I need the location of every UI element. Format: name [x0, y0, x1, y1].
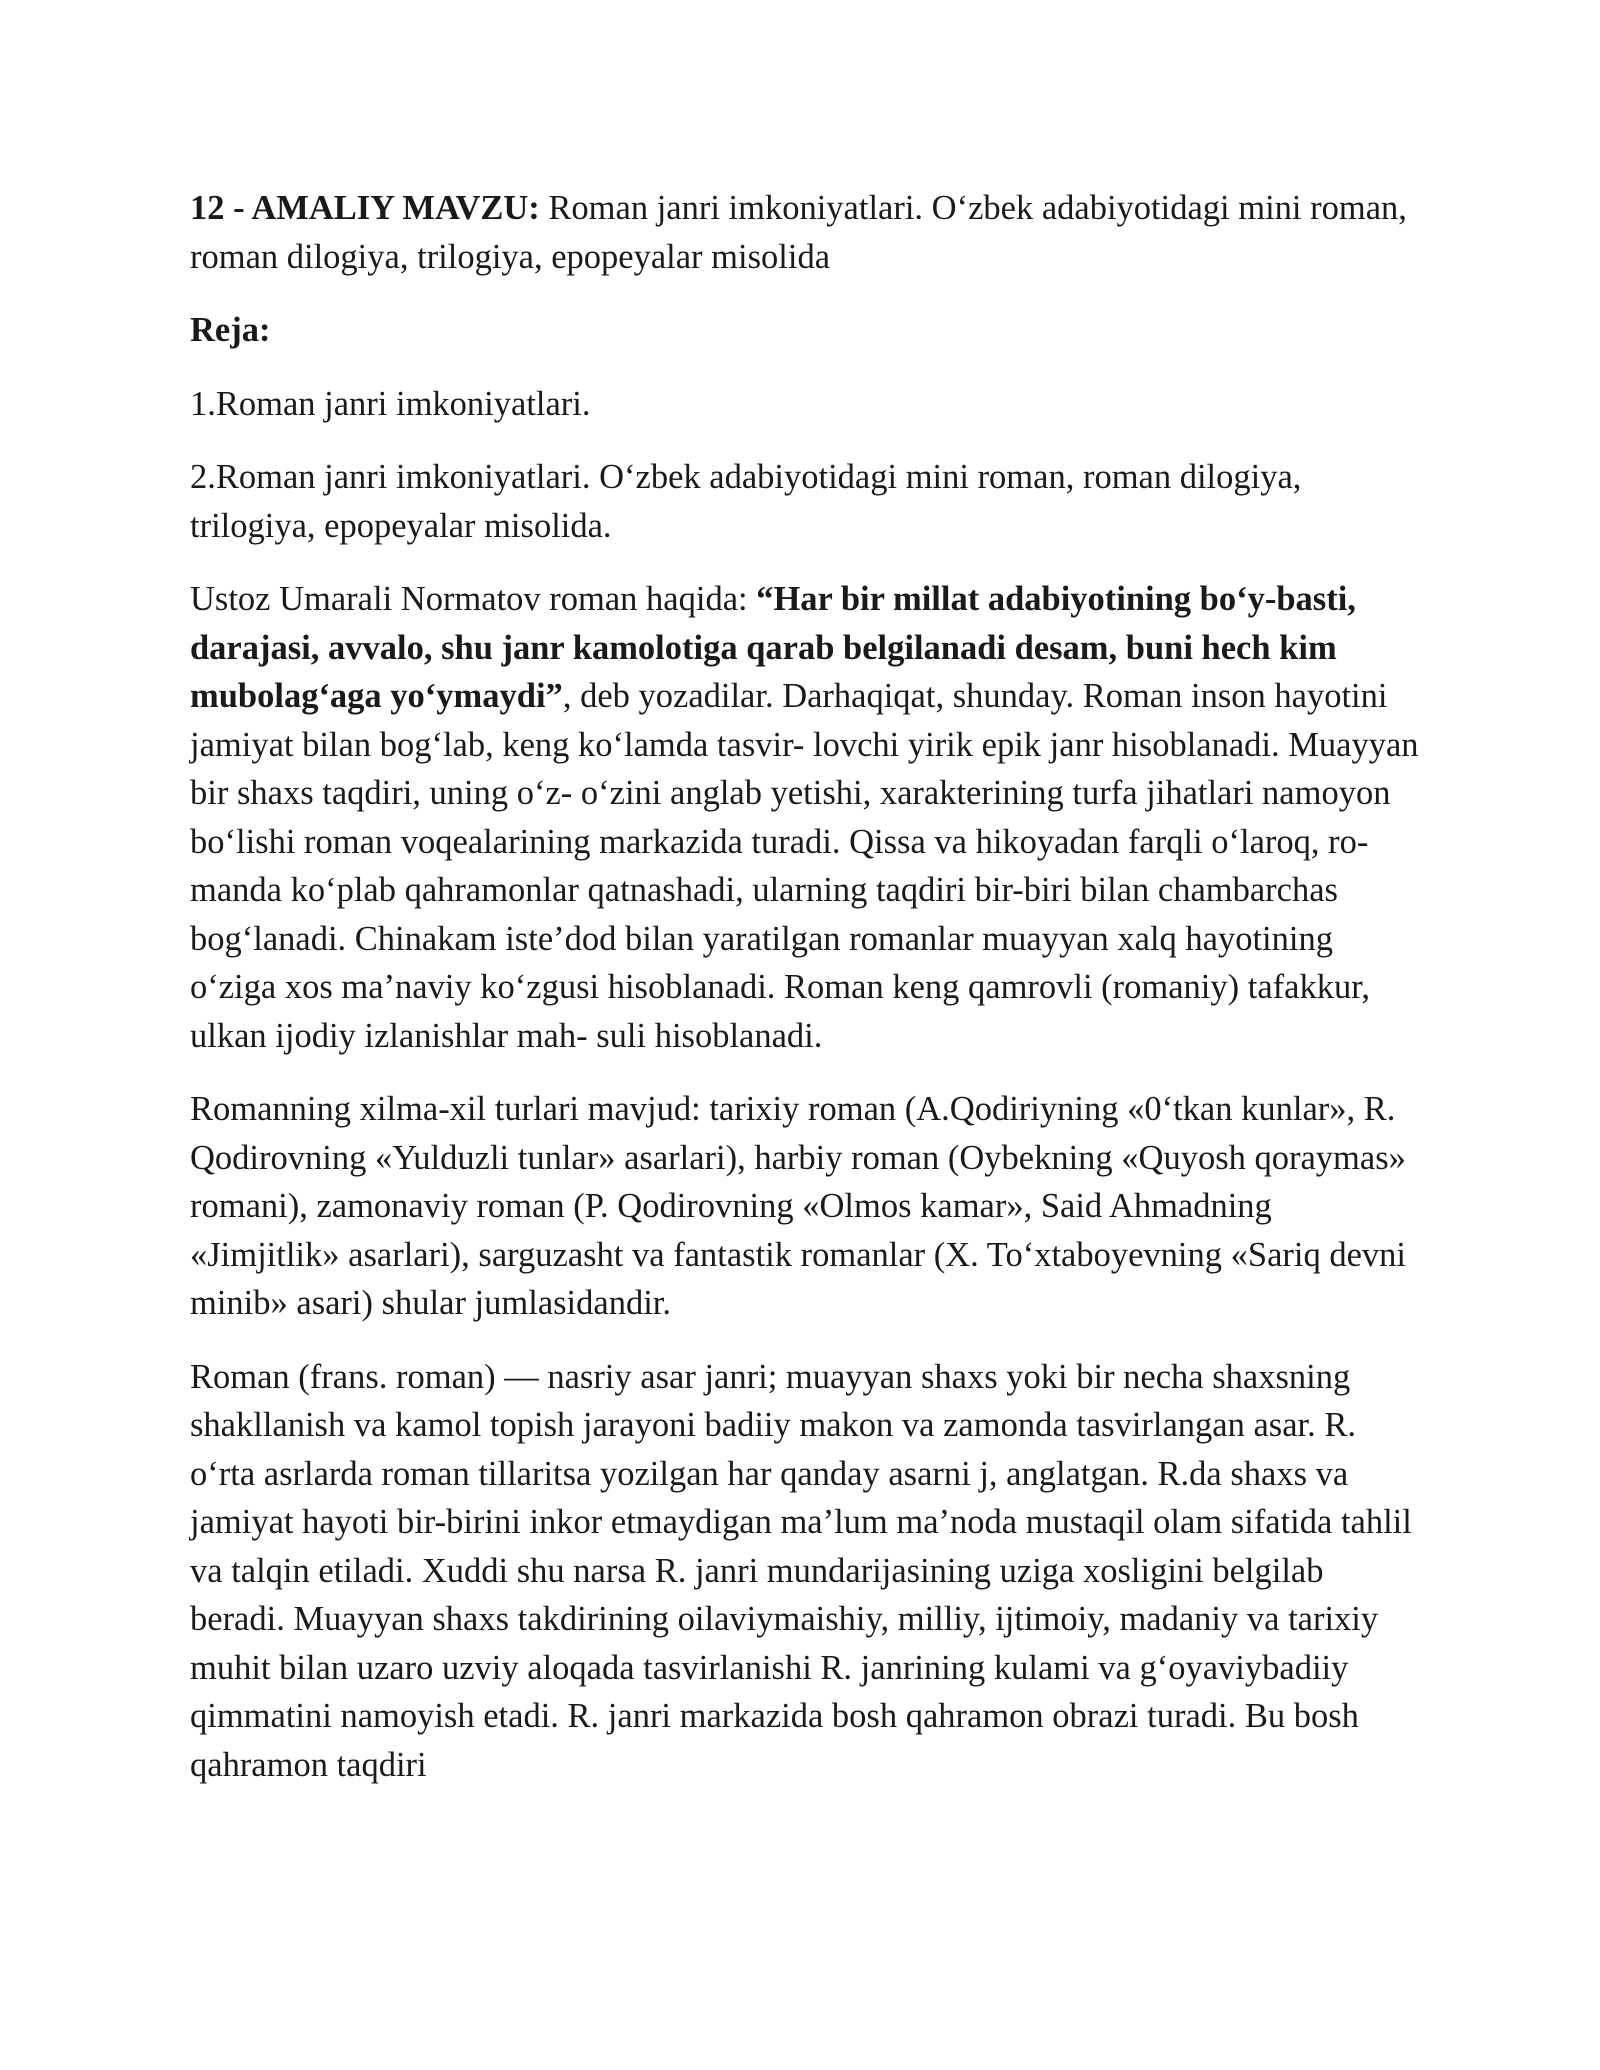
document-page: [190, 184, 1420, 1814]
paragraph-intro: [190, 575, 1420, 1060]
plan-item: 1.Roman janri imkoniyatlari.: [190, 384, 591, 423]
plan-item: 2.Roman janri imkoniyatlari. O‘zbek adabiyotidagi mini roman, roman dilogiya, trilogiya, epopeyalar misolida.: [190, 458, 1302, 545]
paragraph-intro-lead: Ustoz Umarali Normatov roman haqida:: [190, 580, 757, 618]
paragraph-intro-rest: , deb yozadilar. Darhaqiqat, shunday. Roman inson hayotini jamiyat bilan bog‘lab, keng ko‘lamda tasvir- lovchi yirik epik janr hisoblanadi. Muayyan bir shaxs taqdiri, uning o‘z- o‘zini anglab yetishi, xarakterining turfa jihatlari namoyon bo‘lishi roman voqealarining markazida turadi. Qissa va hikoyadan farqli o‘laroq, ro- manda ko‘plab qahramonlar qatnashadi, ularning taqdiri bir-biri bilan chambarchas bog‘lanadi. Chinakam iste’dod bilan yaratilgan romanlar muayyan xalq hayotining o‘ziga xos ma’naviy ko‘zgusi hisoblanadi. Roman keng qamrovli (romaniy) tafakkur, ulkan ijodiy izlanishlar mah- suli hisoblanadi.: [190, 677, 1419, 1055]
paragraph-roman-definition: Roman (frans. roman) — nasriy asar janri; muayyan shaxs yoki bir necha shaxsning shakllanish va kamol topish jarayoni badiiy makon va zamonda tasvirlangan asar. R. o‘rta asrlarda roman tillaritsa yozilgan har qanday asarni j, anglatgan. R.da shaxs va jamiyat hayoti bir-birini inkor etmaydigan ma’lum ma’noda mustaqil olam sifatida tahlil va talqin etiladi. Xuddi shu narsa R. janri mundarijasining uziga xosligini belgilab beradi. Muayyan shaxs takdirining oilaviymaishiy, milliy, ijtimoiy, madaniy va tarixiy muhit bilan uzaro uzviy aloqada tasvirlanishi R. janrining kulami va g‘oyaviybadiiy qimmatini namoyish etadi. R. janri markazida bosh qahramon obrazi turadi. Bu bosh qahramon taqdiri: [190, 1357, 1412, 1784]
plan-title: Reja:: [190, 311, 271, 349]
normatov-quote: “Har bir millat adabiyotining bo‘y-basti, darajasi, avvalo, shu janr kamolotiga qarab belgilanadi desam, buni hech kim mubolag‘aga yo‘ymaydi”: [190, 580, 1356, 715]
heading-label: 12 - AMALIY MAVZU:: [190, 189, 540, 227]
document-heading: [190, 184, 1420, 281]
paragraph-roman-types: Romanning xilma-xil turlari mavjud: tarixiy roman (A.Qodiriyning «0‘tkan kunlar», R. Qodirovning «Yulduzli tunlar» asarlari), harbiy roman (Oybekning «Quyosh qoraymas» romani), zamonaviy roman (P. Qodirovning «Olmos kamar», Said Ahmadning «Jimjitlik» asarlari), sarguzasht va fantastik romanlar (X. To‘xtaboyevning «Sariq devni minib» asari) shular jumlasidandir.: [190, 1090, 1406, 1322]
heading-text: Roman janri imkoniyatlari. O‘zbek adabiyotidagi mini roman, roman dilogiya, trilogiya, epopeyalar misolida: [190, 189, 1407, 276]
